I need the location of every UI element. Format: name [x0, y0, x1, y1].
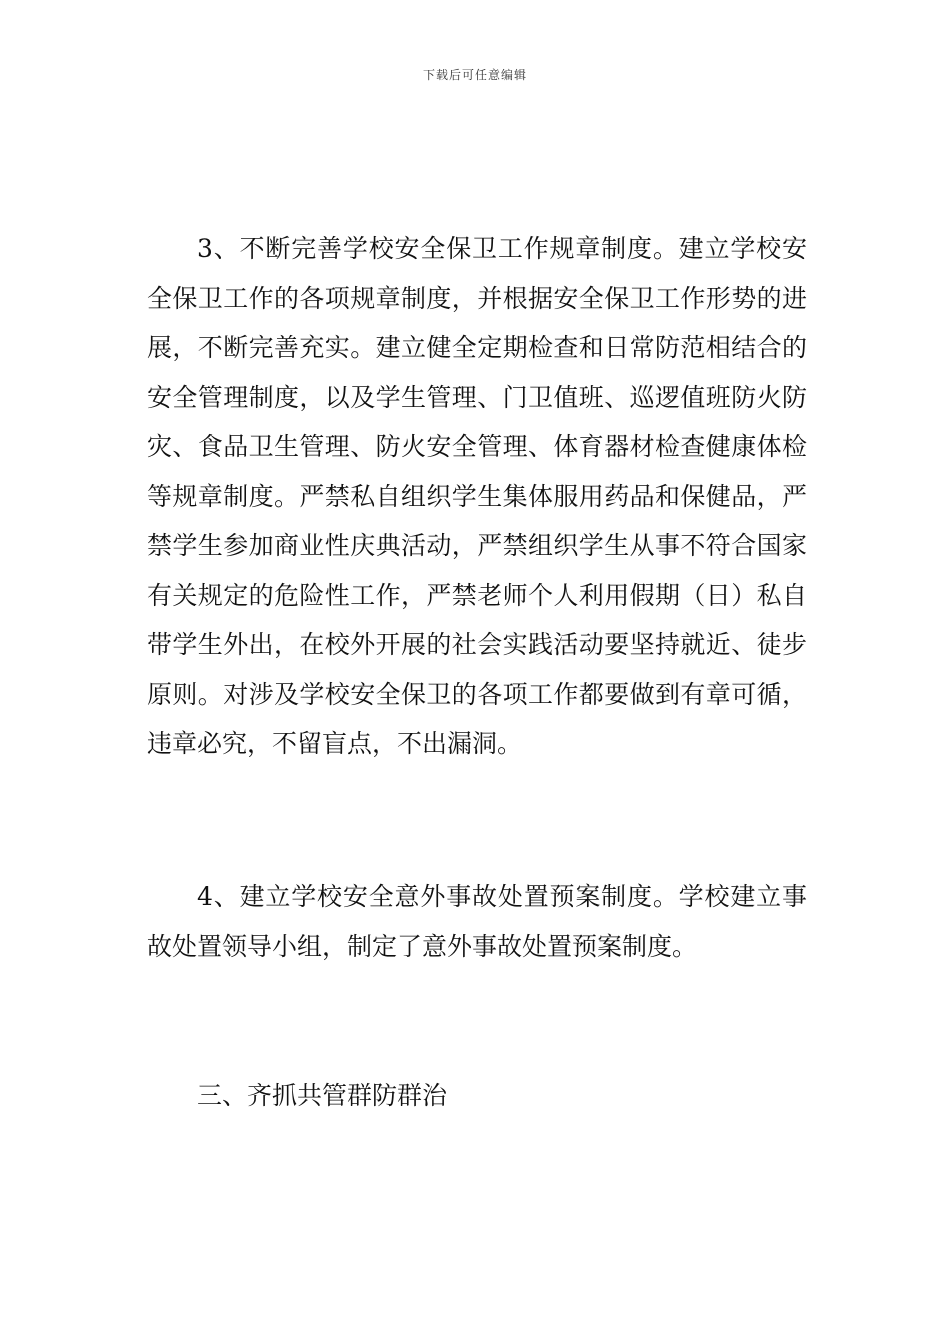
paragraph-3: 3、不断完善学校安全保卫工作规章制度。建立学校安全保卫工作的各项规章制度，并根据安全保卫工作形势的进展，不断完善充实。建立健全定期检查和日常防范相结合的安全管理制度，以及学生管理、门卫值班、巡逻值班防火防灾、食品卫生管理、防火安全管理、体育器材检查健康体检等规章制度。严禁私自组织学生集体服用药品和保健品，严禁学生参加商业性庆典活动，严禁组织学生从事不符合国家有关规定的危险性工作，严禁老师个人利用假期（日）私自带学生外出，在校外开展的社会实践活动要坚持就近、徒步原则。对涉及学校安全保卫的各项工作都要做到有章可循，违章必究，不留盲点，不出漏洞。 [147, 234, 807, 758]
header-note: 下载后可任意编辑 [422, 68, 527, 82]
paragraph-4: 4、建立学校安全意外事故处置预案制度。学校建立事故处置领导小组，制定了意外事故处置预案制度。 [147, 882, 807, 961]
section-heading: 三、齐抓共管群防群治 [197, 1081, 448, 1110]
